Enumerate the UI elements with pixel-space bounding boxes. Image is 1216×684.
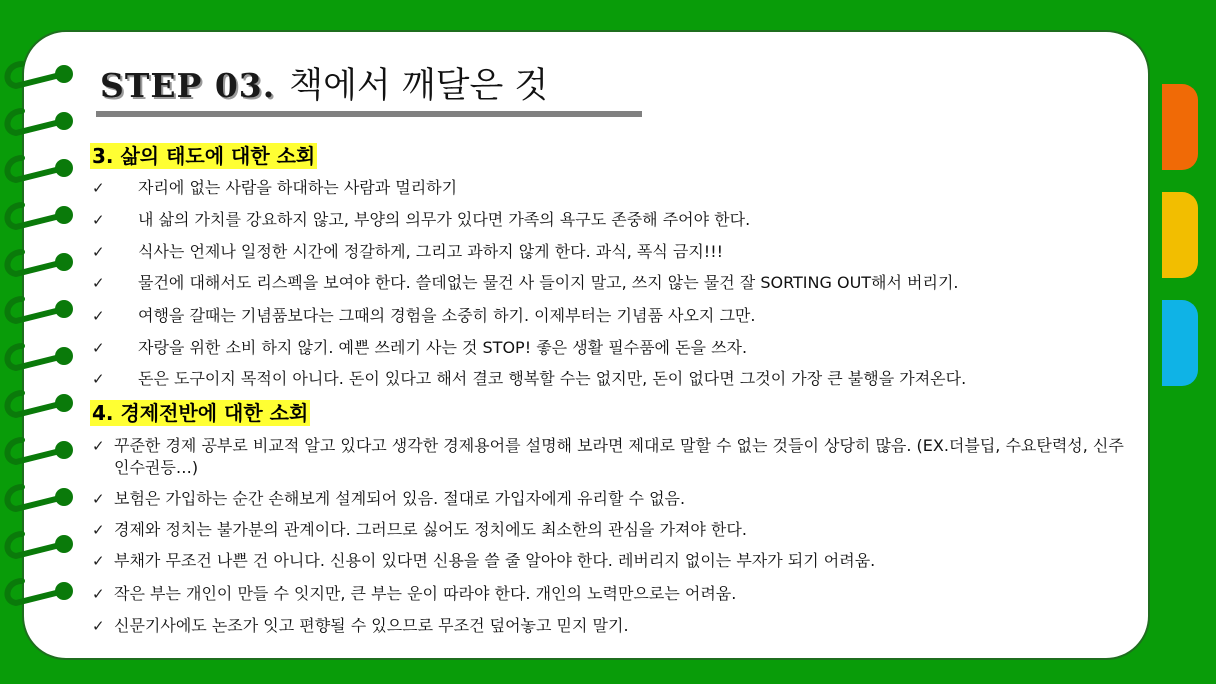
- check-icon: ✓: [92, 211, 105, 229]
- list-item: [92, 519, 747, 541]
- list-item-text: 경제와 정치는 불가분의 관계이다. 그러므로 싫어도 정치에도 최소한의 관심을 가져야 한다.: [114, 520, 747, 539]
- check-icon: ✓: [92, 274, 105, 292]
- list-item: [92, 209, 750, 231]
- ring-icon: [0, 105, 78, 139]
- tab-orange: [1162, 84, 1198, 170]
- title-text: 책에서 깨달은 것: [289, 66, 549, 106]
- check-icon: ✓: [92, 437, 105, 455]
- ring-icon: [0, 528, 78, 562]
- check-icon: ✓: [92, 370, 105, 388]
- list-item: [92, 177, 457, 199]
- list-item-text: 자리에 없는 사람을 하대하는 사람과 멀리하기: [138, 178, 458, 197]
- list-item-text: 신문기사에도 논조가 잇고 편향될 수 있으므로 무조건 덮어놓고 믿지 말기.: [114, 616, 629, 635]
- list-item-text: 꾸준한 경제 공부로 비교적 알고 있다고 생각한 경제용어를 설명해 보라면 제대로 말할 수 없는 것들이 상당히 많음. (EX.더블딥, 수요탄력성, 신주인수권등…): [114, 436, 1124, 477]
- list-item: [92, 615, 629, 637]
- ring-icon: [0, 199, 78, 233]
- ring-icon: [0, 152, 78, 186]
- ring-icon: [0, 434, 78, 468]
- ring-icon: [0, 58, 78, 92]
- list-item: [92, 272, 959, 294]
- list-item-text: 자랑을 위한 소비 하지 않기. 예쁜 쓰레기 사는 것 STOP! 좋은 생활 필수품에 돈을 쓰자.: [138, 338, 748, 357]
- ring-icon: [0, 481, 78, 515]
- page-title: [100, 58, 548, 108]
- ring-icon: [0, 293, 78, 327]
- check-icon: ✓: [92, 585, 105, 603]
- list-item-text: 부채가 무조건 나쁜 건 아니다. 신용이 있다면 신용을 쓸 줄 알아야 한다. 레버리지 없이는 부자가 되기 어려움.: [114, 551, 876, 570]
- check-icon: ✓: [92, 617, 105, 635]
- list-item-text: 물건에 대해서도 리스펙을 보여야 한다. 쓸데없는 물건 사 들이지 말고, 쓰지 않는 물건 잘 SORTING OUT해서 버리기.: [138, 273, 959, 292]
- list-item: [92, 583, 736, 605]
- list-item-text: 돈은 도구이지 목적이 아니다. 돈이 있다고 해서 결코 행복할 수는 없지만, 돈이 없다면 그것이 가장 큰 불행을 가져온다.: [138, 369, 967, 388]
- list-item: [92, 435, 1134, 479]
- list-item: [92, 241, 723, 263]
- check-icon: ✓: [92, 243, 105, 261]
- list-item-text: 내 삶의 가치를 강요하지 않고, 부양의 의무가 있다면 가족의 욕구도 존중해 주어야 한다.: [138, 210, 751, 229]
- list-item: [92, 368, 966, 390]
- list-item-text: 식사는 언제나 일정한 시간에 정갈하게, 그리고 과하지 않게 한다. 과식, 폭식 금지!!!: [138, 242, 724, 261]
- list-item-text: 작은 부는 개인이 만들 수 잇지만, 큰 부는 운이 따라야 한다. 개인의 노력만으로는 어려움.: [114, 584, 737, 603]
- tab-blue: [1162, 300, 1198, 386]
- check-icon: ✓: [92, 339, 105, 357]
- list-item-text: 여행을 갈때는 기념품보다는 그때의 경험을 소중히 하기. 이제부터는 기념품 사오지 그만.: [138, 306, 756, 325]
- tab-yellow: [1162, 192, 1198, 278]
- ring-icon: [0, 575, 78, 609]
- title-underline: [96, 111, 642, 117]
- check-icon: ✓: [92, 552, 105, 570]
- list-item: [92, 337, 747, 359]
- section-heading-4: 4. 경제전반에 대한 소회: [92, 401, 309, 425]
- ring-icon: [0, 246, 78, 280]
- ring-icon: [0, 340, 78, 374]
- check-icon: ✓: [92, 521, 105, 539]
- list-item: [92, 305, 755, 327]
- step-label: STEP 03.: [100, 66, 276, 105]
- list-item-text: 보험은 가입하는 순간 손해보게 설계되어 있음. 절대로 가입자에게 유리할 수 없음.: [114, 489, 686, 508]
- section-heading-3: 3. 삶의 태도에 대한 소회: [92, 144, 316, 168]
- list-item: [92, 488, 685, 510]
- check-icon: ✓: [92, 490, 105, 508]
- list-item: [92, 550, 875, 572]
- check-icon: ✓: [92, 307, 105, 325]
- ring-icon: [0, 387, 78, 421]
- check-icon: ✓: [92, 179, 105, 197]
